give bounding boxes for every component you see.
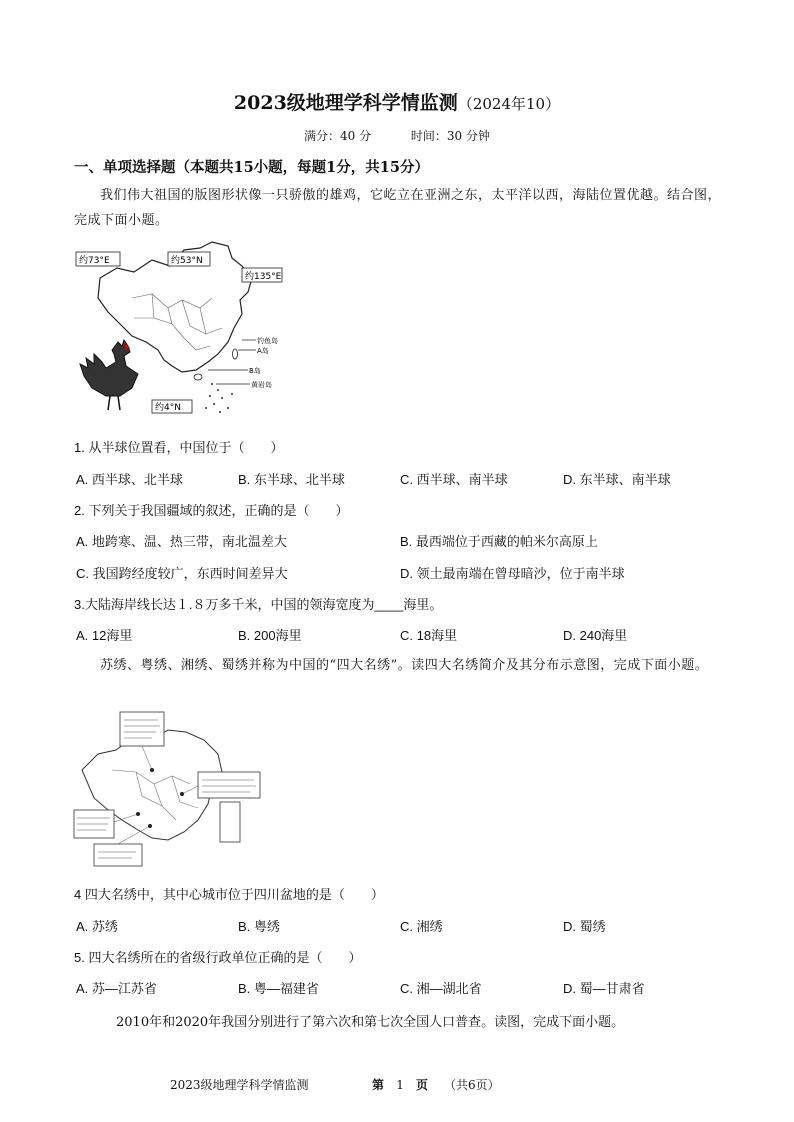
label-lat4: 约4°N — [155, 403, 181, 413]
question-4: 4 四大名绣中，其中心城市位于四川盆地的是（ ） — [74, 887, 384, 902]
title-date: （2024年10） — [457, 95, 561, 113]
q1-option-c[interactable]: C. 西半球、南半球 — [400, 472, 508, 487]
question-5: 5. 四大名绣所在的省级行政单位正确的是（ ） — [74, 950, 362, 965]
q3-option-d[interactable]: D. 240海里 — [563, 628, 628, 643]
footer-page-prefix: 第 — [372, 1078, 385, 1092]
exam-time: 时间：30 分钟 — [410, 129, 490, 143]
q5-option-a[interactable]: A. 苏—江苏省 — [76, 981, 157, 996]
label-lon73: 约73°E — [79, 256, 110, 266]
section-heading: 一、单项选择题（本题共15小题，每题1分，共15分） — [74, 159, 429, 176]
q2-option-a[interactable]: A. 地跨寒、温、热三带，南北温差大 — [76, 534, 287, 549]
footer-page-total: （共6页） — [444, 1078, 500, 1092]
label-huangyan: 黄岩岛 — [251, 381, 272, 389]
south-sea-islands — [205, 383, 233, 413]
full-score: 满分：40 分 — [303, 129, 372, 143]
label-lon135: 约135°E — [245, 272, 282, 282]
embroidery-map-figure — [72, 710, 268, 870]
taiwan-island — [233, 349, 238, 359]
intro-paragraph-1: 我们伟大祖国的版图形状像一只骄傲的雄鸡，它屹立在亚洲之东，太平洋以西，海陆位置优越。结合图，完成下面小题。 — [74, 188, 722, 228]
q3-option-c[interactable]: C. 18海里 — [400, 628, 458, 643]
q3-option-b[interactable]: B. 200海里 — [238, 628, 302, 643]
q1-option-d[interactable]: D. 东半球、南半球 — [563, 472, 671, 487]
q5-option-b[interactable]: B. 粤—福建省 — [238, 981, 319, 996]
intro-paragraph-3: 2010年和2020年我国分别进行了第六次和第七次全国人口普查。读图，完成下面小题。 — [116, 1015, 625, 1030]
hainan-island — [194, 374, 202, 380]
footer-page-suffix: 页 — [416, 1078, 429, 1092]
question-1: 1. 从半球位置看，中国位于（ ） — [74, 440, 284, 455]
rooster-illustration — [80, 340, 138, 410]
footer-page-number — [372, 1076, 428, 1093]
intro-paragraph-2: 苏绣、粤绣、湘绣、蜀绣并称为中国的“四大名绣”。读四大名绣简介及其分布示意图，完成下面小题。 — [100, 658, 709, 673]
footer-exam-name: 2023级地理学科学情监测 — [170, 1078, 309, 1092]
q1-option-b[interactable]: B. 东半球、北半球 — [238, 472, 345, 487]
q4-option-d[interactable]: D. 蜀绣 — [563, 919, 606, 934]
q2-option-d[interactable]: D. 领土最南端在曾母暗沙，位于南半球 — [400, 566, 625, 581]
footer-page-current: 1 — [396, 1078, 404, 1092]
question-2: 2. 下列关于我国疆域的叙述，正确的是（ ） — [74, 503, 349, 518]
q1-option-a[interactable]: A. 西半球、北半球 — [76, 472, 183, 487]
china-map-figure — [72, 238, 284, 420]
page-title — [0, 88, 794, 115]
q4-option-b[interactable]: B. 粤绣 — [238, 919, 280, 934]
exam-meta — [0, 127, 794, 144]
q5-option-c[interactable]: C. 湘—湖北省 — [400, 981, 482, 996]
label-island-b: B岛 — [249, 367, 261, 375]
label-island-a: A岛 — [257, 347, 269, 355]
q4-option-a[interactable]: A. 苏绣 — [76, 919, 118, 934]
q4-option-c[interactable]: C. 湘绣 — [400, 919, 443, 934]
label-lat53: 约53°N — [171, 256, 203, 266]
title-main: 2023级地理学科学情监测 — [233, 92, 458, 114]
question-3: 3.大陆海岸线长达１.８万多千米，中国的领海宽度为____海里。 — [74, 597, 443, 612]
q2-option-b[interactable]: B. 最西端位于西藏的帕米尔高原上 — [400, 534, 598, 549]
q3-option-a[interactable]: A. 12海里 — [76, 628, 133, 643]
q2-option-c[interactable]: C. 我国跨经度较广，东西时间差异大 — [76, 566, 288, 581]
q5-option-d[interactable]: D. 蜀—甘肃省 — [563, 981, 645, 996]
label-diaoyu: 钓鱼岛 — [257, 337, 278, 345]
